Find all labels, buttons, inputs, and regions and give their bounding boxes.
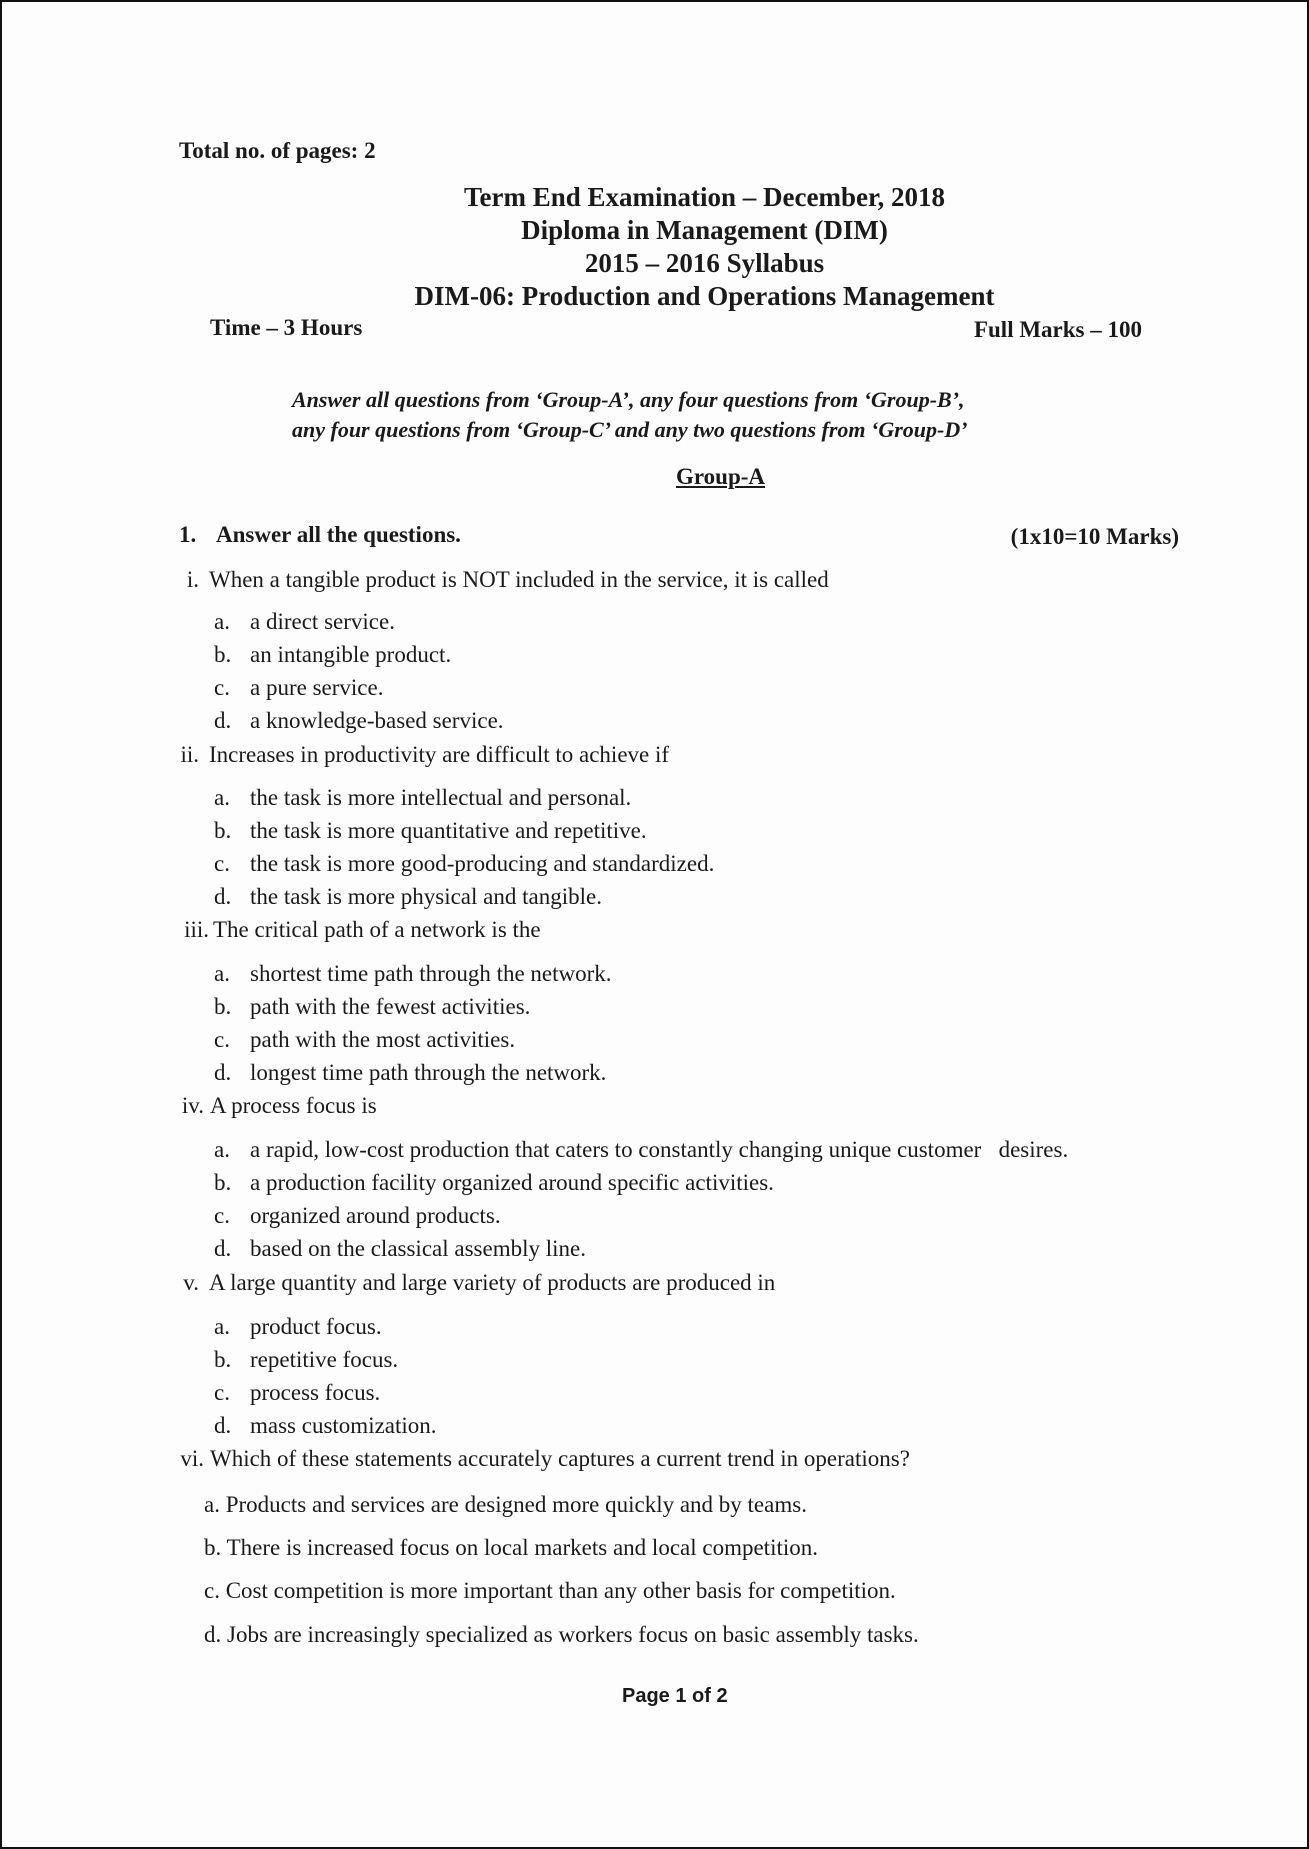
subquestion-iii [174, 917, 541, 943]
option-ii-c: c. the task is more good-producing and standardized. [214, 851, 715, 876]
option-i-c: c. a pure service. [214, 675, 384, 700]
subquestion-text: Increases in productivity are difficult to achieve if [209, 742, 670, 767]
subquestion-v [174, 1270, 775, 1296]
option-i-d: d. a knowledge-based service. [214, 708, 504, 733]
option-v-c: c. process focus. [214, 1380, 381, 1405]
subquestion-number: iii. [184, 917, 209, 942]
subquestion-number: vi. [180, 1446, 204, 1471]
subquestion-number: i. [186, 567, 199, 592]
option-iii-c: c. path with the most activities. [214, 1027, 516, 1052]
option-iv-d: d. based on the classical assembly line. [214, 1236, 586, 1261]
option-iii-d: d. longest time path through the network. [214, 1060, 607, 1085]
option-iv-b: b. a production facility organized around specific activities. [214, 1170, 774, 1195]
subquestion-text: A large quantity and large variety of products are produced in [209, 1270, 776, 1295]
subquestion-text: A process focus is [210, 1093, 377, 1118]
subquestion-ii [174, 742, 669, 768]
course-title: DIM-06: Production and Operations Management [414, 281, 995, 311]
subquestion-number: ii. [180, 742, 199, 767]
option-ii-b: b. the task is more quantitative and repetitive. [214, 818, 647, 843]
option-i-a: a. a direct service. [214, 609, 395, 634]
option-iv-a: a. a rapid, low-cost production that caters to constantly changing unique customer desires. [214, 1137, 1069, 1162]
question-1-text: Answer all the questions. [216, 522, 461, 547]
option-v-d: d. mass customization. [214, 1413, 437, 1438]
subquestion-text: The critical path of a network is the [213, 917, 541, 942]
option-vi-a: a. Products and services are designed more quickly and by teams. [204, 1492, 807, 1517]
option-ii-d: d. the task is more physical and tangible. [214, 884, 602, 909]
subquestion-number: iv. [181, 1093, 204, 1118]
group-a-heading: Group-A [676, 464, 766, 489]
option-vi-b: b. There is increased focus on local markets and local competition. [204, 1535, 818, 1560]
subquestion-i [174, 567, 829, 593]
option-iv-c: c. organized around products. [214, 1203, 501, 1228]
instruction-line-1: Answer all questions from ‘Group-A’, any four questions from ‘Group-B’, [292, 387, 965, 412]
question-1-marks: (1x10=10 Marks) [1010, 524, 1179, 549]
subquestion-number: v. [183, 1270, 199, 1295]
option-iii-a: a. shortest time path through the network. [214, 961, 612, 986]
option-ii-a: a. the task is more intellectual and personal. [214, 785, 632, 810]
option-vi-c: c. Cost competition is more important than any other basis for competition. [204, 1578, 896, 1603]
option-vi-d: d. Jobs are increasingly specialized as workers focus on basic assembly tasks. [204, 1622, 919, 1647]
exam-title: Term End Examination – December, 2018 [463, 182, 945, 212]
subquestion-vi [174, 1446, 910, 1472]
subquestion-text: Which of these statements accurately captures a current trend in operations? [210, 1446, 910, 1471]
option-iii-b: b. path with the fewest activities. [214, 994, 531, 1019]
question-1-number: 1. [179, 522, 197, 547]
option-i-b: b. an intangible product. [214, 642, 452, 667]
option-v-a: a. product focus. [214, 1314, 382, 1339]
time-label: Time – 3 Hours [210, 315, 363, 340]
syllabus-title: 2015 – 2016 Syllabus [584, 248, 825, 278]
page-number: Page 1 of 2 [622, 1685, 728, 1707]
option-v-b: b. repetitive focus. [214, 1347, 399, 1372]
instruction-line-2: any four questions from ‘Group-C’ and any two questions from ‘Group-D’ [292, 417, 968, 442]
subquestion-iv [174, 1093, 377, 1119]
full-marks-label: Full Marks – 100 [973, 317, 1142, 342]
total-pages: Total no. of pages: 2 [179, 138, 376, 163]
subquestion-text: When a tangible product is NOT included in the service, it is called [209, 567, 829, 592]
program-title: Diploma in Management (DIM) [521, 215, 888, 245]
